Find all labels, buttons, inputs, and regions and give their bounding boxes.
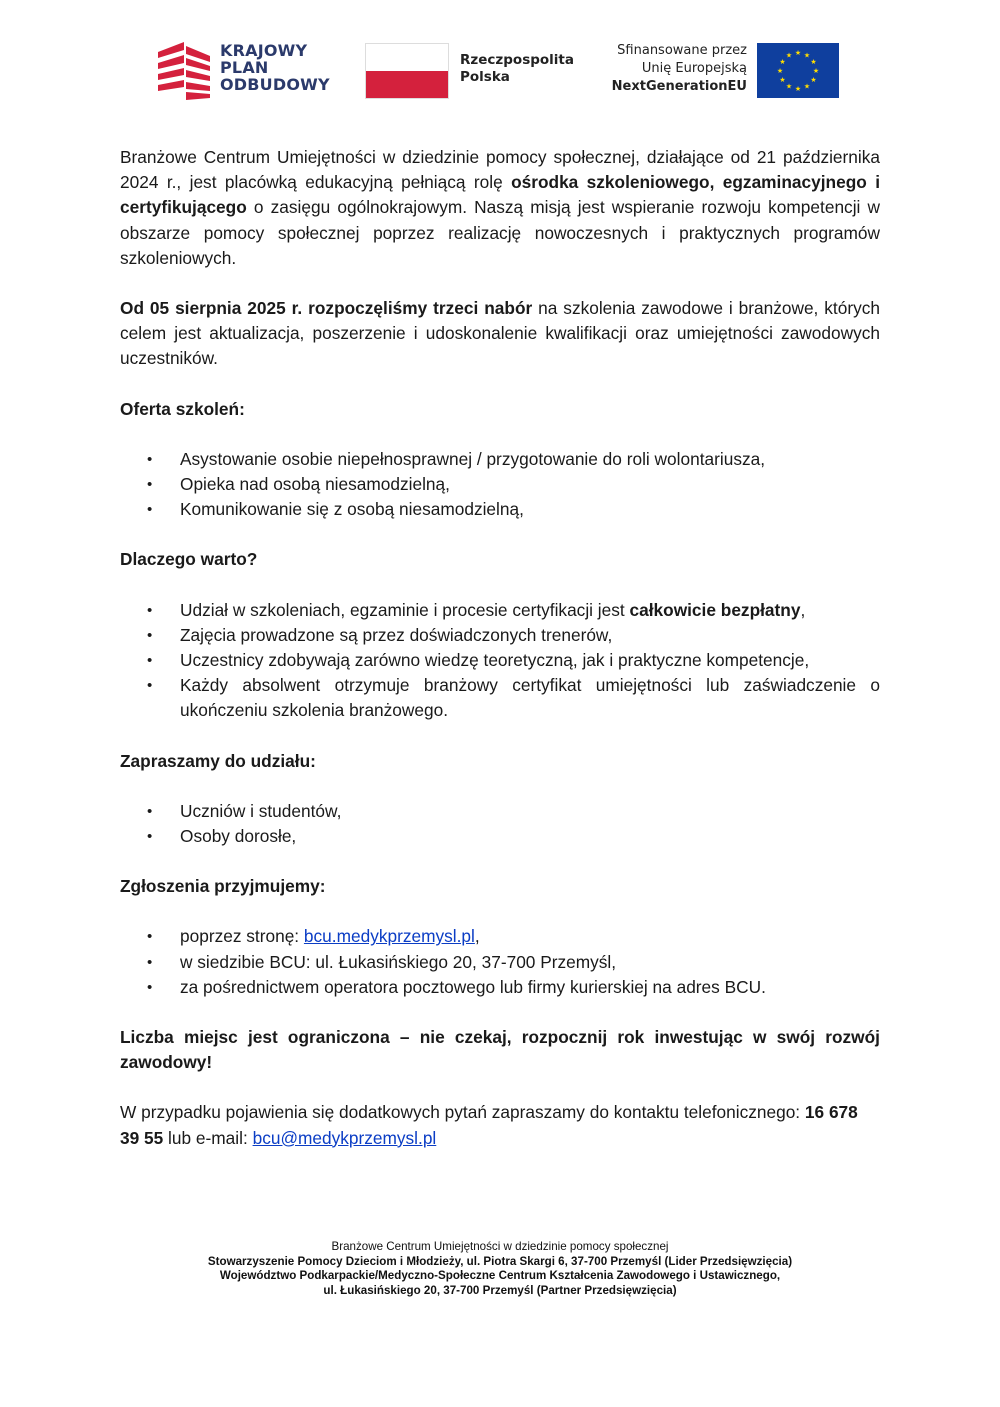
- invite-list: [120, 799, 880, 849]
- why-list: [120, 598, 880, 724]
- list-item: • Każdy absolwent otrzymuje branżowy certyfikat umiejętności lub zaświadczenie o ukończeniu szkolenia branżowego.: [120, 673, 880, 723]
- rp-logo-text: Rzeczpospolita Polska: [460, 52, 574, 85]
- list-item: • Asystowanie osobie niepełnosprawnej / przygotowanie do roli wolontariusza,: [120, 447, 880, 472]
- applications-heading: Zgłoszenia przyjmujemy:: [120, 876, 326, 897]
- svg-text:★: ★: [779, 76, 786, 84]
- list-item: • Komunikowanie się z osobą niesamodzielną,: [120, 497, 880, 522]
- kpo-logo-text: KRAJOWY PLAN ODBUDOWY: [220, 41, 330, 94]
- email-link[interactable]: bcu@medykprzemysl.pl: [252, 1127, 437, 1148]
- contact-paragraph: W przypadku pojawienia się dodatkowych pytań zapraszamy do kontaktu telefonicznego: 16 678 39 55 lub e-mail: bcu@medykprzemysl.pl: [120, 1102, 858, 1148]
- header-logos: [0, 40, 1000, 102]
- list-item: • Uczniów i studentów,: [120, 799, 880, 824]
- svg-text:★: ★: [776, 67, 784, 75]
- applications-list: [120, 924, 880, 1000]
- polish-flag-icon: [365, 43, 449, 99]
- svg-text:★: ★: [794, 49, 802, 57]
- list-item: • poprzez stronę: bcu.medykprzemysl.pl,: [120, 924, 880, 949]
- recruitment-paragraph: Od 05 sierpnia 2025 r. rozpoczęliśmy trzeci nabór na szkolenia zawodowe i branżowe, których celem jest aktualizacja, poszerzenie i udoskonalenie kwalifikacji oraz umiejętności zawodowych uczestników.: [120, 298, 880, 369]
- svg-text:★: ★: [779, 58, 786, 66]
- why-heading: Dlaczego warto?: [120, 549, 258, 570]
- list-item: • Uczestnicy zdobywają zarówno wiedzę teoretyczną, jak i praktyczne kompetencje,: [120, 648, 880, 673]
- svg-text:★: ★: [810, 58, 817, 66]
- website-link[interactable]: bcu.medykprzemysl.pl: [303, 926, 475, 947]
- svg-text:★: ★: [812, 67, 820, 75]
- list-item: • w siedzibie BCU: ul. Łukasińskiego 20, 37-700 Przemyśl,: [120, 950, 880, 975]
- list-item: • Udział w szkoleniach, egzaminie i procesie certyfikacji jest całkowicie bezpłatny,: [120, 598, 880, 623]
- svg-text:★: ★: [810, 76, 817, 84]
- eu-flag-icon: [757, 43, 839, 98]
- offer-list: [120, 447, 880, 523]
- document-body: [120, 145, 880, 1151]
- eu-funding-text: Sfinansowane przez Unię Europejską NextGenerationEU: [611, 43, 747, 94]
- call-to-action: Liczba miejsc jest ograniczona – nie czekaj, rozpocznij rok inwestując w swój rozwój zawodowy!: [120, 1027, 880, 1073]
- offer-heading: Oferta szkoleń:: [120, 398, 245, 419]
- phone-number: 16 678 39 55: [120, 1102, 858, 1148]
- list-item: • Osoby dorosłe,: [120, 824, 880, 849]
- list-item: • Zajęcia prowadzone są przez doświadczonych trenerów,: [120, 623, 880, 648]
- invite-heading: Zapraszamy do udziału:: [120, 750, 316, 771]
- list-item: • za pośrednictwem operatora pocztowego lub firmy kurierskiej na adres BCU.: [120, 975, 880, 1000]
- intro-paragraph: Branżowe Centrum Umiejętności w dziedzinie pomocy społecznej, działające od 21 października 2024 r., jest placówką edukacyjną pełniącą rolę ośrodka szkoleniowego, egzaminacyjnego i certyfikującego o zasięgu ogólnokrajowym. Naszą misją jest wspieranie rozwoju kompetencji w obszarze pomocy społecznej poprzez realizację nowoczesnych i praktycznych programów szkoleniowych.: [120, 147, 880, 268]
- svg-text:★: ★: [794, 85, 802, 93]
- svg-text:★: ★: [803, 51, 811, 60]
- svg-text:★: ★: [803, 82, 811, 91]
- svg-text:★: ★: [785, 51, 793, 60]
- page-footer: Branżowe Centrum Umiejętności w dziedzinie pomocy społecznej Stowarzyszenie Pomocy Dzieciom i Młodzieży, ul. Piotra Skargi 6, 37-700 Przemyśl (Lider Przedsięwzięcia) Województwo Podkarpackie/Medyczno-Społeczne Centrum Kształcenia Zawodowego i Ustawicznego, ul. Łukasińskiego 20, 37-700 Przemyśl (Partner Przedsięwzięcia): [207, 1240, 793, 1297]
- list-item: • Opieka nad osobą niesamodzielną,: [120, 472, 880, 497]
- kpo-building-icon: [158, 42, 210, 100]
- svg-text:★: ★: [785, 82, 793, 91]
